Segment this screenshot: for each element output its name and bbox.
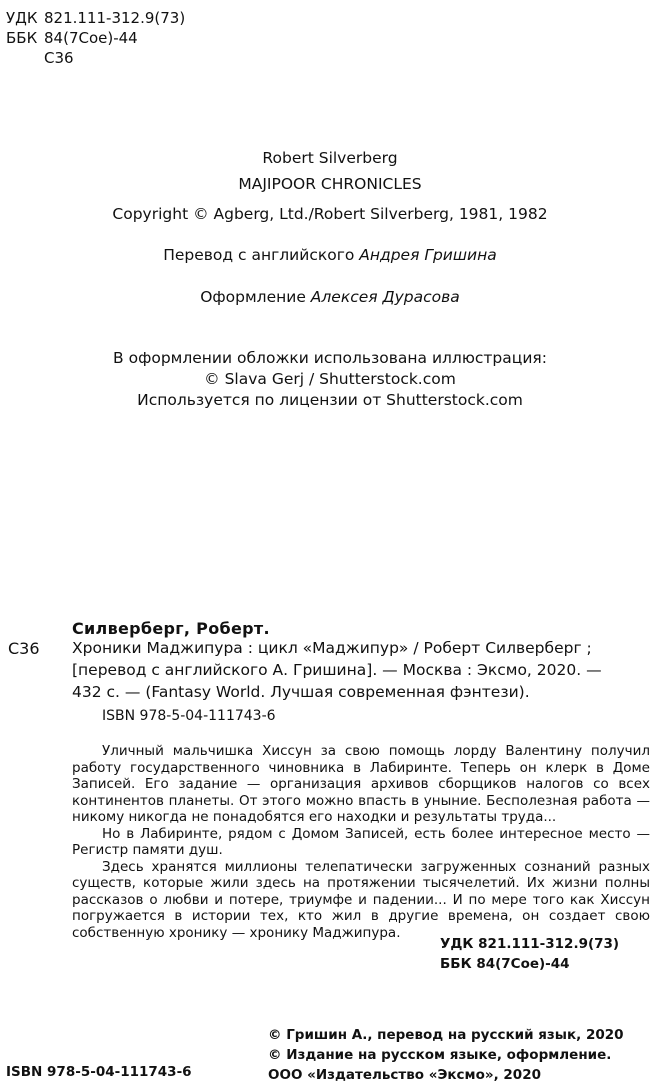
- designer-name: Алексея Дурасова: [310, 288, 460, 306]
- design-prefix: Оформление: [200, 288, 311, 306]
- catalog-description: [72, 637, 646, 703]
- catalog-class-code: С36: [8, 639, 40, 658]
- annotation-paragraph-2: Но в Лабиринте, рядом с Домом Записей, есть более интересное место — Регистр памяти душ.: [72, 825, 650, 858]
- original-author: Robert Silverberg: [262, 149, 398, 167]
- original-copyright: Copyright © Agberg, Ltd./Robert Silverberg, 1981, 1982: [112, 205, 548, 223]
- top-classification-codes: [6, 8, 185, 68]
- cover-note-line1: В оформлении обложки использована иллюстрация:: [113, 349, 547, 367]
- copyright-line1: © Гришин А., перевод на русский язык, 2020: [268, 1027, 624, 1043]
- udk-label: УДК: [6, 9, 38, 27]
- udk-row: [6, 8, 185, 28]
- bbk-value: 84(7Сое)-44: [44, 29, 138, 47]
- annotation-paragraph-1: Уличный мальчишка Хиссун за свою помощь лорду Валентину получил работу государственного чиновника в Лабиринте. Теперь он клерк в Доме Записей. Его задание — организация архивов сборщиков налогов со всех континентов планеты. От этого можно впасть в уныние. Бесполезная работа — никому никогда не понадобятся его находки и результаты труда...: [72, 743, 650, 825]
- annotation: [72, 743, 650, 941]
- translation-credit: [0, 246, 660, 264]
- catalog-isbn: ISBN 978-5-04-111743-6: [102, 708, 276, 724]
- copyright-block: [268, 1025, 624, 1085]
- translator-name: Андрея Гришина: [359, 246, 497, 264]
- udk-value: 821.111-312.9(73): [44, 9, 186, 27]
- bbk-row: [6, 28, 185, 48]
- copyright-line2: © Издание на русском языке, оформление.: [268, 1047, 612, 1063]
- catalog-line2: [перевод с английского А. Гришина]. — Москва : Эксмо, 2020. —: [72, 661, 602, 679]
- translation-prefix: Перевод с английского: [163, 246, 360, 264]
- cover-note-line2: © Slava Gerj / Shutterstock.com: [204, 370, 456, 388]
- right-classification-codes: [440, 934, 619, 974]
- annotation-paragraph-3: Здесь хранятся миллионы телепатически загруженных сознаний разных существ, которые жили здесь на протяжении тысячелетий. Их жизни полны рассказов о любви и потере, триумфе и падении... И по мере того как Хиссун погружается в истории тех, кто жил в другие времена, он создает свою собственную хронику — хронику Маджипура.: [72, 858, 650, 941]
- catalog-line1: Хроники Маджипура : цикл «Маджипур» / Роберт Силверберг ;: [72, 639, 592, 657]
- author-sign: С36: [44, 49, 74, 67]
- copyright-line3: ООО «Издательство «Эксмо», 2020: [268, 1067, 541, 1083]
- right-udk: УДК 821.111-312.9(73): [440, 936, 620, 952]
- catalog-author-heading: Силверберг, Роберт.: [72, 619, 270, 638]
- cover-note-line3: Используется по лицензии от Shutterstock.com: [137, 391, 523, 409]
- bbk-label: ББК: [6, 29, 38, 47]
- bottom-isbn: ISBN 978-5-04-111743-6: [6, 1064, 192, 1080]
- catalog-line3: 432 с. — (Fantasy World. Лучшая современная фэнтези).: [72, 683, 530, 701]
- original-title: MAJIPOOR CHRONICLES: [238, 175, 422, 193]
- design-credit: [0, 288, 660, 306]
- right-bbk: ББК 84(7Сое)-44: [440, 956, 570, 972]
